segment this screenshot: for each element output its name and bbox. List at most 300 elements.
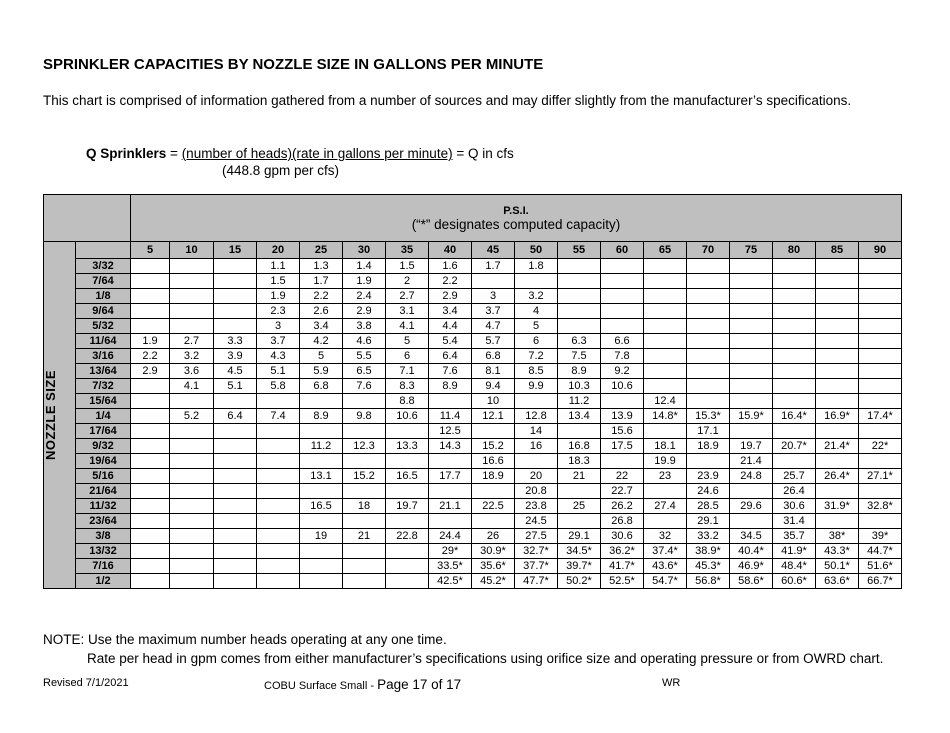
capacity-cell (773, 379, 816, 394)
capacity-cell: 48.4* (773, 559, 816, 574)
capacity-cell (773, 424, 816, 439)
capacity-cell (558, 304, 601, 319)
capacity-cell: 1.9 (131, 334, 170, 349)
capacity-cell (730, 424, 773, 439)
capacity-cell: 6.3 (558, 334, 601, 349)
capacity-cell (558, 484, 601, 499)
capacity-cell (687, 304, 730, 319)
capacity-cell (730, 259, 773, 274)
capacity-cell: 6.5 (343, 364, 386, 379)
capacity-cell (515, 274, 558, 289)
capacity-cell: 37.7* (515, 559, 558, 574)
nozzle-size-cell: 1/4 (76, 409, 131, 424)
capacity-cell (859, 379, 902, 394)
capacity-cell (170, 274, 214, 289)
capacity-cell (601, 394, 644, 409)
capacity-cell: 4.1 (386, 319, 429, 334)
capacity-cell: 26 (472, 529, 515, 544)
capacity-cell: 4 (515, 304, 558, 319)
table-row (44, 544, 902, 559)
psi-title-cell (131, 195, 902, 242)
capacity-cell: 13.4 (558, 409, 601, 424)
capacity-cell (687, 394, 730, 409)
capacity-cell (730, 484, 773, 499)
capacity-cell: 10.3 (558, 379, 601, 394)
formula-eq1: = (166, 146, 182, 161)
capacity-cell: 19.7 (730, 439, 773, 454)
capacity-cell: 8.9 (300, 409, 343, 424)
capacity-cell (644, 289, 687, 304)
capacity-cell (730, 394, 773, 409)
capacity-cell: 17.4* (859, 409, 902, 424)
capacity-cell: 13.1 (300, 469, 343, 484)
capacity-cell: 14.8* (644, 409, 687, 424)
capacity-cell: 2.9 (429, 289, 472, 304)
capacity-cell (214, 454, 257, 469)
capacity-cell (170, 289, 214, 304)
capacity-cell: 21.1 (429, 499, 472, 514)
capacity-cell (170, 574, 214, 589)
capacity-cell: 7.8 (601, 349, 644, 364)
capacity-cell (773, 364, 816, 379)
capacity-cell (214, 424, 257, 439)
footer-initials: WR (662, 677, 681, 689)
capacity-cell: 12.8 (515, 409, 558, 424)
capacity-cell: 5.7 (472, 334, 515, 349)
nozzle-size-cell: 13/32 (76, 544, 131, 559)
capacity-cell (730, 334, 773, 349)
footer-page-number: Page 17 of 17 (377, 677, 462, 692)
capacity-cell: 12.3 (343, 439, 386, 454)
capacity-cell: 27.4 (644, 499, 687, 514)
capacity-cell: 21.4 (730, 454, 773, 469)
capacity-cell (558, 274, 601, 289)
capacity-cell: 6.8 (472, 349, 515, 364)
table-row (44, 574, 902, 589)
capacity-cell (386, 544, 429, 559)
capacity-cell (773, 304, 816, 319)
capacity-cell (773, 259, 816, 274)
capacity-cell (601, 274, 644, 289)
capacity-cell (257, 439, 300, 454)
capacity-cell (859, 364, 902, 379)
capacity-cell (257, 544, 300, 559)
table-row (44, 349, 902, 364)
capacity-cell (257, 394, 300, 409)
capacity-cell: 8.3 (386, 379, 429, 394)
capacity-cell: 18.3 (558, 454, 601, 469)
psi-column-header: 75 (730, 242, 773, 259)
table-corner (44, 195, 131, 242)
capacity-cell: 12.4 (644, 394, 687, 409)
capacity-cell: 17.7 (429, 469, 472, 484)
capacity-cell (730, 349, 773, 364)
capacity-cell: 5.5 (343, 349, 386, 364)
capacity-cell: 3.4 (300, 319, 343, 334)
capacity-cell: 14.3 (429, 439, 472, 454)
capacity-cell: 9.4 (472, 379, 515, 394)
capacity-cell (558, 424, 601, 439)
capacity-cell: 5.4 (429, 334, 472, 349)
psi-values-row (44, 242, 902, 259)
capacity-cell (170, 514, 214, 529)
capacity-cell: 52.5* (601, 574, 644, 589)
capacity-cell: 17.1 (687, 424, 730, 439)
capacity-cell: 4.5 (214, 364, 257, 379)
capacity-cell (816, 484, 859, 499)
capacity-cell (429, 394, 472, 409)
capacity-cell: 15.9* (730, 409, 773, 424)
capacity-cell: 1.5 (386, 259, 429, 274)
capacity-cell (257, 469, 300, 484)
capacity-cell (859, 319, 902, 334)
capacity-cell: 31.9* (816, 499, 859, 514)
capacity-cell (773, 289, 816, 304)
nozzle-size-cell: 3/32 (76, 259, 131, 274)
nozzle-size-cell: 13/64 (76, 364, 131, 379)
nozzle-size-cell: 1/2 (76, 574, 131, 589)
capacity-cell (687, 454, 730, 469)
capacity-cell: 3.9 (214, 349, 257, 364)
capacity-cell: 6 (515, 334, 558, 349)
capacity-cell (131, 544, 170, 559)
nozzle-size-cell: 7/64 (76, 274, 131, 289)
capacity-cell (644, 274, 687, 289)
capacity-cell (170, 559, 214, 574)
nozzle-size-cell: 7/32 (76, 379, 131, 394)
capacity-cell (429, 454, 472, 469)
capacity-cell: 5 (300, 349, 343, 364)
capacity-cell: 63.6* (816, 574, 859, 589)
psi-column-header: 60 (601, 242, 644, 259)
capacity-cell: 3.7 (472, 304, 515, 319)
capacity-cell (644, 484, 687, 499)
nozzle-size-cell: 5/16 (76, 469, 131, 484)
capacity-cell: 11.2 (300, 439, 343, 454)
capacity-cell: 3 (257, 319, 300, 334)
capacity-cell (170, 529, 214, 544)
table-row (44, 469, 902, 484)
capacity-cell: 50.1* (816, 559, 859, 574)
capacity-cell (214, 514, 257, 529)
capacity-cell (644, 514, 687, 529)
capacity-cell (859, 394, 902, 409)
nozzle-size-cell: 3/8 (76, 529, 131, 544)
footer-doc-name: COBU Surface Small - (264, 680, 378, 692)
capacity-cell (131, 454, 170, 469)
capacity-cell: 2.6 (300, 304, 343, 319)
capacity-cell: 3.8 (343, 319, 386, 334)
capacity-cell: 23.9 (687, 469, 730, 484)
formula-numerator: (number of heads)(rate in gallons per minute) (181, 146, 453, 161)
capacity-cell (859, 334, 902, 349)
capacity-cell: 39.7* (558, 559, 601, 574)
nozzle-size-cell: 9/32 (76, 439, 131, 454)
nozzle-size-cell: 3/16 (76, 349, 131, 364)
capacity-cell: 16 (515, 439, 558, 454)
capacity-cell (816, 319, 859, 334)
capacity-cell: 13.3 (386, 439, 429, 454)
capacity-cell: 5.9 (300, 364, 343, 379)
capacity-cell: 45.3* (687, 559, 730, 574)
capacity-cell: 34.5* (558, 544, 601, 559)
capacity-cell: 5 (515, 319, 558, 334)
capacity-cell: 26.2 (601, 499, 644, 514)
capacity-cell (386, 454, 429, 469)
table-row (44, 379, 902, 394)
capacity-cell (773, 349, 816, 364)
capacity-cell (472, 424, 515, 439)
capacity-cell (859, 349, 902, 364)
capacity-cell: 29.6 (730, 499, 773, 514)
footer-revised: Revised 7/1/2021 (43, 677, 129, 689)
capacity-cell: 2.9 (343, 304, 386, 319)
capacity-cell: 3.2 (170, 349, 214, 364)
capacity-cell: 24.6 (687, 484, 730, 499)
note-line-1: NOTE: Use the maximum number heads operating at any one time. (43, 632, 447, 647)
table-row (44, 334, 902, 349)
table-row (44, 559, 902, 574)
table-row (44, 454, 902, 469)
capacity-cell (730, 289, 773, 304)
capacity-cell (816, 334, 859, 349)
capacity-cell: 35.6* (472, 559, 515, 574)
capacity-cell (386, 574, 429, 589)
capacity-cell: 7.2 (515, 349, 558, 364)
capacity-cell (687, 259, 730, 274)
capacity-cell (300, 484, 343, 499)
table-row (44, 289, 902, 304)
capacity-cell (644, 424, 687, 439)
capacity-cell: 18.9 (687, 439, 730, 454)
capacity-cell (343, 544, 386, 559)
capacity-cell: 12.5 (429, 424, 472, 439)
capacity-cell: 24.8 (730, 469, 773, 484)
capacity-cell (773, 319, 816, 334)
capacity-cell: 8.9 (429, 379, 472, 394)
capacity-cell: 9.9 (515, 379, 558, 394)
capacity-cell: 18.1 (644, 439, 687, 454)
capacity-cell: 3.7 (257, 334, 300, 349)
capacity-cell: 41.7* (601, 559, 644, 574)
capacity-cell: 3.4 (429, 304, 472, 319)
intro-text: This chart is comprised of information gathered from a number of sources and may differ slightly from the manufacturer’s specifications. (43, 93, 852, 108)
capacity-cell: 7.6 (429, 364, 472, 379)
psi-column-header: 35 (386, 242, 429, 259)
capacity-cell (131, 514, 170, 529)
capacity-cell (816, 454, 859, 469)
capacity-cell: 32 (644, 529, 687, 544)
capacity-cell: 27.1* (859, 469, 902, 484)
capacity-cell: 5 (386, 334, 429, 349)
capacity-cell (773, 394, 816, 409)
capacity-cell (730, 514, 773, 529)
capacity-cell: 9.2 (601, 364, 644, 379)
capacity-cell: 22* (859, 439, 902, 454)
capacity-cell: 1.6 (429, 259, 472, 274)
capacity-cell: 5.2 (170, 409, 214, 424)
capacity-cell (386, 484, 429, 499)
capacity-cell (131, 289, 170, 304)
capacity-cell (131, 274, 170, 289)
capacity-cell (170, 259, 214, 274)
capacity-cell (214, 319, 257, 334)
capacity-cell: 1.4 (343, 259, 386, 274)
capacity-cell: 2.4 (343, 289, 386, 304)
capacity-cell: 2.3 (257, 304, 300, 319)
capacity-cell: 14 (515, 424, 558, 439)
table-row (44, 274, 902, 289)
capacity-cell: 40.4* (730, 544, 773, 559)
capacity-cell: 23 (644, 469, 687, 484)
capacity-cell (131, 319, 170, 334)
capacity-cell: 38* (816, 529, 859, 544)
capacity-cell: 29* (429, 544, 472, 559)
capacity-cell: 8.1 (472, 364, 515, 379)
capacity-cell: 16.6 (472, 454, 515, 469)
capacity-cell: 6.6 (601, 334, 644, 349)
capacity-cell (170, 304, 214, 319)
table-row (44, 424, 902, 439)
capacity-cell: 19 (300, 529, 343, 544)
capacity-cell: 24.5 (515, 514, 558, 529)
capacity-cell: 45.2* (472, 574, 515, 589)
capacity-cell (131, 559, 170, 574)
capacity-cell: 22 (601, 469, 644, 484)
capacity-cell: 22.7 (601, 484, 644, 499)
capacity-cell (687, 364, 730, 379)
capacity-cell (257, 514, 300, 529)
capacity-cell (816, 424, 859, 439)
capacity-cell: 3 (472, 289, 515, 304)
capacity-cell (131, 439, 170, 454)
psi-column-header: 10 (170, 242, 214, 259)
capacity-cell: 11.2 (558, 394, 601, 409)
capacity-cell: 10 (472, 394, 515, 409)
capacity-cell: 9.8 (343, 409, 386, 424)
capacity-cell (131, 394, 170, 409)
capacity-cell (343, 484, 386, 499)
capacity-cell: 2.2 (300, 289, 343, 304)
capacity-cell (730, 379, 773, 394)
capacity-cell (131, 574, 170, 589)
capacity-cell (472, 514, 515, 529)
table-row (44, 529, 902, 544)
capacity-cell (644, 349, 687, 364)
capacity-cell (214, 574, 257, 589)
capacity-cell (644, 334, 687, 349)
capacity-cell (386, 559, 429, 574)
capacity-cell (300, 454, 343, 469)
capacity-cell: 1.7 (300, 274, 343, 289)
capacity-cell (300, 544, 343, 559)
capacity-cell (730, 304, 773, 319)
capacity-cell: 36.2* (601, 544, 644, 559)
nozzle-size-cell: 11/64 (76, 334, 131, 349)
capacity-cell: 4.6 (343, 334, 386, 349)
capacity-cell (816, 514, 859, 529)
table-row (44, 484, 902, 499)
table-row (44, 409, 902, 424)
psi-header-row (44, 195, 902, 242)
capacity-cell: 26.8 (601, 514, 644, 529)
capacity-cell: 26.4 (773, 484, 816, 499)
capacity-cell: 20.7* (773, 439, 816, 454)
capacity-cell: 19.7 (386, 499, 429, 514)
capacity-cell (257, 574, 300, 589)
psi-title: P.S.I. (503, 204, 529, 217)
capacity-cell (515, 394, 558, 409)
capacity-cell: 21.4* (816, 439, 859, 454)
table-row (44, 499, 902, 514)
capacity-cell: 1.8 (515, 259, 558, 274)
nozzle-size-cell: 9/64 (76, 304, 131, 319)
nozzle-size-cell: 17/64 (76, 424, 131, 439)
capacity-cell (214, 289, 257, 304)
capacity-cell (816, 259, 859, 274)
capacity-cell (472, 274, 515, 289)
capacity-cell (214, 259, 257, 274)
capacity-cell: 4.1 (170, 379, 214, 394)
capacity-cell: 32.7* (515, 544, 558, 559)
capacity-cell: 8.8 (386, 394, 429, 409)
psi-column-header: 50 (515, 242, 558, 259)
capacity-cell (131, 529, 170, 544)
formula-label: Q Sprinklers (86, 146, 167, 161)
capacity-cell: 54.7* (644, 574, 687, 589)
capacity-cell: 51.6* (859, 559, 902, 574)
capacity-cell: 16.5 (300, 499, 343, 514)
capacity-cell (131, 259, 170, 274)
capacity-cell (131, 484, 170, 499)
capacity-cell: 1.1 (257, 259, 300, 274)
capacity-cell (730, 274, 773, 289)
capacity-cell (170, 424, 214, 439)
nozzle-size-cell: 23/64 (76, 514, 131, 529)
capacity-cell (386, 514, 429, 529)
page-title: SPRINKLER CAPACITIES BY NOZZLE SIZE IN GALLONS PER MINUTE (43, 56, 544, 73)
psi-column-header: 90 (859, 242, 902, 259)
psi-column-header: 65 (644, 242, 687, 259)
capacity-cell (214, 274, 257, 289)
capacity-cell: 5.8 (257, 379, 300, 394)
capacity-cell (687, 349, 730, 364)
size-header-blank (76, 242, 131, 259)
capacity-cell: 56.8* (687, 574, 730, 589)
capacity-cell (816, 304, 859, 319)
capacity-cell (859, 424, 902, 439)
capacity-cell: 47.7* (515, 574, 558, 589)
capacity-cell (558, 289, 601, 304)
capacity-cell (601, 319, 644, 334)
psi-column-header: 55 (558, 242, 601, 259)
capacity-cell: 1.5 (257, 274, 300, 289)
table-row (44, 394, 902, 409)
capacity-cell (773, 454, 816, 469)
capacity-cell: 43.3* (816, 544, 859, 559)
capacity-cell (859, 484, 902, 499)
capacity-cell (214, 544, 257, 559)
capacity-cell (343, 559, 386, 574)
nozzle-size-cell: 21/64 (76, 484, 131, 499)
capacity-cell (170, 484, 214, 499)
table-row (44, 304, 902, 319)
formula-denominator: (448.8 gpm per cfs) (222, 163, 340, 178)
capacity-cell: 32.8* (859, 499, 902, 514)
footer-doc (264, 677, 461, 692)
capacity-cell: 18.9 (472, 469, 515, 484)
capacity-cell: 22.5 (472, 499, 515, 514)
